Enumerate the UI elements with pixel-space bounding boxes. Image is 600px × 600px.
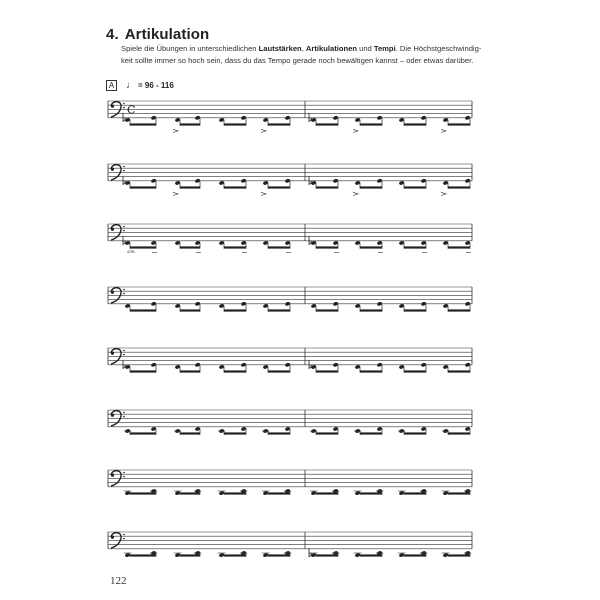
- staff-system: [108, 410, 472, 435]
- beam: [316, 309, 338, 311]
- clef-dot: [123, 534, 125, 536]
- clef-dot: [111, 536, 114, 539]
- clef-dot: [123, 230, 125, 232]
- beam: [448, 246, 470, 248]
- clef-dot: [123, 538, 125, 540]
- beam: [448, 370, 470, 372]
- staff-system: [108, 224, 472, 252]
- beam: [224, 246, 246, 248]
- beam: [316, 123, 338, 125]
- beam: [404, 370, 426, 372]
- expression-sim: sim.: [127, 249, 137, 255]
- beam: [316, 186, 338, 188]
- beam: [130, 432, 156, 434]
- beam: [130, 123, 156, 125]
- beam: [404, 309, 426, 311]
- intro-keyword: Tempi: [373, 44, 396, 53]
- flat-icon: [123, 360, 125, 369]
- beam: [448, 432, 470, 434]
- staff-system: [108, 164, 472, 196]
- flat-icon: [309, 360, 311, 369]
- flat-icon: [309, 113, 311, 122]
- beam: [268, 246, 290, 248]
- accent-mark: [441, 129, 446, 132]
- clef-dot: [123, 354, 125, 356]
- beam: [448, 309, 470, 311]
- section-title: Artikulation: [124, 26, 210, 43]
- beam: [268, 123, 290, 125]
- clef-dot: [123, 412, 125, 414]
- accent-mark: [353, 192, 358, 195]
- beam: [268, 309, 290, 311]
- clef-dot: [123, 293, 125, 295]
- clef-dot: [111, 168, 114, 171]
- beam: [224, 123, 246, 125]
- flat-icon: [123, 113, 125, 122]
- clef-dot: [123, 416, 125, 418]
- intro-text: ,: [301, 44, 306, 53]
- flat-icon: [123, 236, 125, 245]
- beam: [130, 309, 156, 311]
- beam: [180, 309, 200, 311]
- staff-system: [108, 532, 472, 558]
- clef-dot: [123, 107, 125, 109]
- clef-dot: [111, 105, 114, 108]
- section-number: 4.: [106, 26, 119, 43]
- accent-mark: [173, 192, 178, 195]
- intro-keyword: Lautstärken: [258, 44, 302, 53]
- beam: [130, 370, 156, 372]
- beam: [448, 186, 470, 188]
- staff-system: [108, 470, 472, 496]
- beam: [180, 186, 200, 188]
- beam: [404, 186, 426, 188]
- clef-dot: [111, 291, 114, 294]
- beam: [224, 186, 246, 188]
- quarter-note-icon: ♩: [126, 80, 136, 91]
- beam: [404, 246, 426, 248]
- flat-icon: [309, 176, 311, 185]
- clef-dot: [123, 226, 125, 228]
- beam: [404, 432, 426, 434]
- staff-system: [108, 101, 472, 133]
- beam: [360, 432, 382, 434]
- intro-text: . Die Höchstgeschwindig-keit sollte immer so hoch sein, dass du das Tempo gerade noch bewältigen kannst – oder etwas darüber.: [121, 44, 482, 65]
- beam: [268, 432, 290, 434]
- beam: [180, 370, 200, 372]
- clef-dot: [123, 103, 125, 105]
- intro-text: Spiele die Übungen in unterschiedlichen: [121, 44, 259, 53]
- beam: [224, 370, 246, 372]
- beam: [360, 370, 382, 372]
- clef-dot: [111, 474, 114, 477]
- beam: [404, 123, 426, 125]
- staff-system: [108, 348, 472, 373]
- flat-icon: [123, 176, 125, 185]
- clef-dot: [111, 228, 114, 231]
- page-number: 122: [110, 575, 127, 587]
- beam: [360, 246, 382, 248]
- beam: [180, 246, 200, 248]
- beam: [316, 370, 338, 372]
- beam: [180, 123, 200, 125]
- beam: [448, 123, 470, 125]
- beam: [130, 186, 156, 188]
- beam: [130, 246, 156, 248]
- accent-mark: [173, 129, 178, 132]
- beam: [180, 432, 200, 434]
- beam: [224, 309, 246, 311]
- accent-mark: [261, 192, 266, 195]
- accent-mark: [261, 129, 266, 132]
- clef-dot: [123, 166, 125, 168]
- clef-dot: [111, 352, 114, 355]
- beam: [224, 432, 246, 434]
- intro-keyword: Artikulationen: [305, 44, 357, 53]
- beam: [360, 186, 382, 188]
- flat-icon: [309, 236, 311, 245]
- accent-mark: [441, 192, 446, 195]
- beam: [316, 246, 338, 248]
- accent-mark: [353, 129, 358, 132]
- staff-system: [108, 287, 472, 312]
- beam: [268, 370, 290, 372]
- clef-dot: [123, 476, 125, 478]
- beam: [268, 186, 290, 188]
- clef-dot: [111, 414, 114, 417]
- exercise-label-box: A: [106, 80, 117, 91]
- clef-dot: [123, 350, 125, 352]
- tempo-range: = 96 - 116: [138, 81, 174, 90]
- beam: [360, 309, 382, 311]
- beam: [360, 123, 382, 125]
- flat-icon: [309, 548, 311, 557]
- time-signature: C: [127, 103, 136, 117]
- clef-dot: [123, 472, 125, 474]
- intro-text: und: [356, 44, 374, 53]
- clef-dot: [123, 289, 125, 291]
- clef-dot: [123, 170, 125, 172]
- beam: [316, 432, 338, 434]
